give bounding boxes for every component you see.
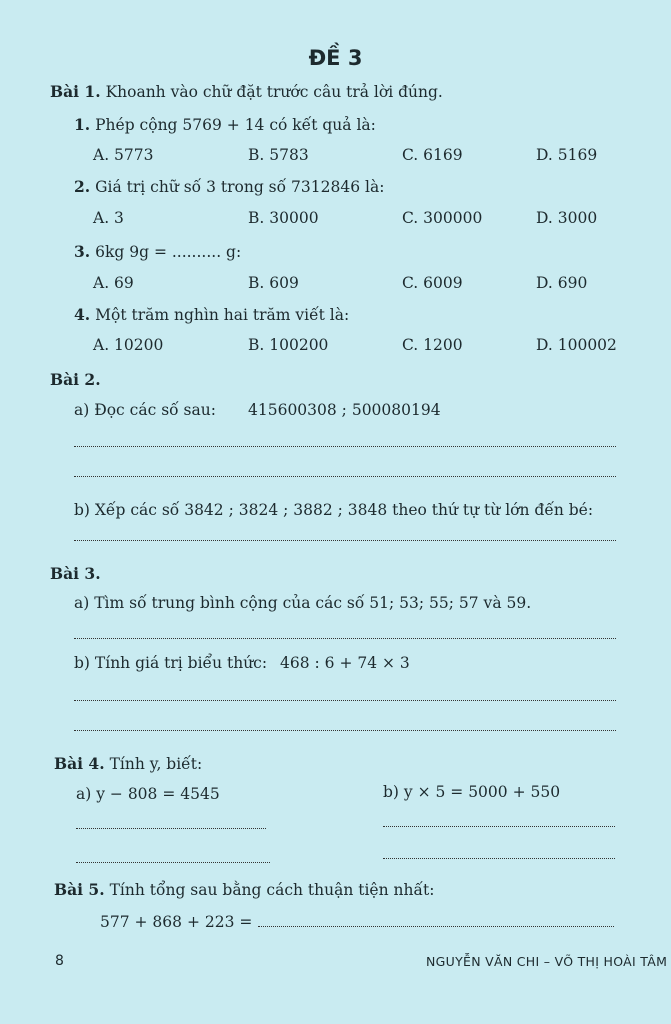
bai2-a-text: a) Đọc các số sau: xyxy=(74,401,216,419)
bai2-label: Bài 2. xyxy=(50,370,101,389)
bai5-heading xyxy=(54,880,434,900)
question-3 xyxy=(74,242,241,262)
bai2-b-text: b) Xếp các số 3842 ; 3824 ; 3882 ; 3848 theo thứ tự từ lớn đến bé: xyxy=(74,501,594,519)
bai5-label: Bài 5. xyxy=(54,880,105,899)
option-2d[interactable]: D. 3000 xyxy=(536,209,598,227)
answer-line[interactable] xyxy=(74,540,616,541)
bai3-b-expression: 468 : 6 + 74 × 3 xyxy=(280,654,410,672)
question-text: Một trăm nghìn hai trăm viết là: xyxy=(95,306,350,324)
bai4-label: Bài 4. xyxy=(54,754,105,773)
bai5-instruction: Tính tổng sau bằng cách thuận tiện nhất: xyxy=(109,881,435,899)
option-4b[interactable]: B. 100200 xyxy=(248,336,329,354)
option-4a[interactable]: A. 10200 xyxy=(93,336,164,354)
option-3a[interactable]: A. 69 xyxy=(93,274,134,292)
question-number: 3. xyxy=(74,242,91,261)
answer-line[interactable] xyxy=(74,638,616,639)
answer-line[interactable] xyxy=(76,862,270,863)
question-2 xyxy=(74,177,384,197)
option-1b[interactable]: B. 5783 xyxy=(248,146,309,164)
bai1-label: Bài 1. xyxy=(50,82,101,101)
answer-line[interactable] xyxy=(383,858,615,859)
bai3-a-text: a) Tìm số trung bình cộng của các số 51; 53; 55; 57 và 59. xyxy=(74,594,532,612)
bai4-a-text: a) y − 808 = 4545 xyxy=(76,785,220,803)
bai3-label: Bài 3. xyxy=(50,564,101,583)
option-2a[interactable]: A. 3 xyxy=(93,209,124,227)
question-number: 2. xyxy=(74,177,91,196)
footer-authors: NGUYỄN VĂN CHI – VÕ THỊ HOÀI TÂM xyxy=(426,954,668,969)
question-text: 6kg 9g = .......... g: xyxy=(95,243,242,261)
answer-line[interactable] xyxy=(76,828,266,829)
bai3-b-text: b) Tính giá trị biểu thức: xyxy=(74,654,268,672)
bai1-heading xyxy=(50,82,443,102)
option-3c[interactable]: C. 6009 xyxy=(402,274,463,292)
answer-line[interactable] xyxy=(74,446,616,447)
answer-line[interactable] xyxy=(258,926,614,927)
option-1d[interactable]: D. 5169 xyxy=(536,146,598,164)
option-1c[interactable]: C. 6169 xyxy=(402,146,463,164)
bai4-instruction: Tính y, biết: xyxy=(109,755,203,773)
option-3b[interactable]: B. 609 xyxy=(248,274,299,292)
question-4 xyxy=(74,305,349,325)
bai5-expression: 577 + 868 + 223 = xyxy=(100,913,253,931)
answer-line[interactable] xyxy=(74,730,616,731)
question-number: 4. xyxy=(74,305,91,324)
option-2b[interactable]: B. 30000 xyxy=(248,209,319,227)
question-text: Giá trị chữ số 3 trong số 7312846 là: xyxy=(95,178,385,196)
option-3d[interactable]: D. 690 xyxy=(536,274,588,292)
page-title: ĐỀ 3 xyxy=(308,46,363,70)
answer-line[interactable] xyxy=(74,476,616,477)
option-4c[interactable]: C. 1200 xyxy=(402,336,463,354)
option-4d[interactable]: D. 100002 xyxy=(536,336,617,354)
question-text: Phép cộng 5769 + 14 có kết quả là: xyxy=(95,116,376,134)
question-number: 1. xyxy=(74,115,91,134)
answer-line[interactable] xyxy=(74,700,616,701)
answer-line[interactable] xyxy=(383,826,615,827)
bai4-heading xyxy=(54,754,202,774)
option-1a[interactable]: A. 5773 xyxy=(93,146,154,164)
bai2-a-numbers: 415600308 ; 500080194 xyxy=(248,401,441,419)
question-1 xyxy=(74,115,376,135)
bai1-instruction: Khoanh vào chữ đặt trước câu trả lời đúng. xyxy=(105,83,443,101)
page-number: 8 xyxy=(55,953,65,969)
option-2c[interactable]: C. 300000 xyxy=(402,209,483,227)
bai4-b-text: b) y × 5 = 5000 + 550 xyxy=(383,783,561,801)
